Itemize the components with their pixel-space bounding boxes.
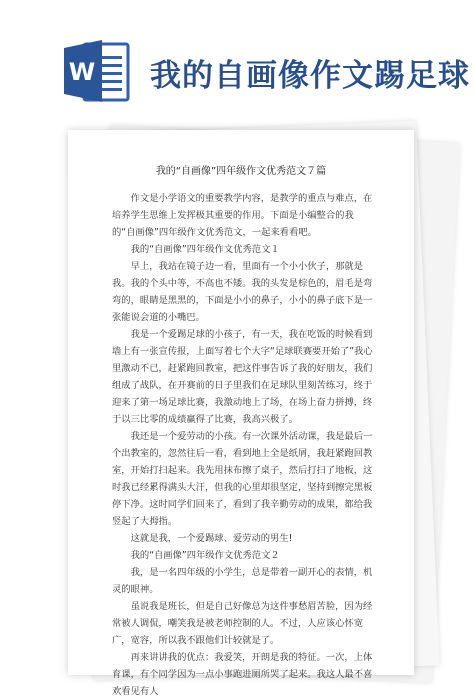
section-heading: 我的“自画像”四年级作文优秀范文２: [130, 550, 280, 561]
banner-title: 我的自画像作文踢足球: [150, 58, 470, 94]
word-app-icon: [62, 36, 132, 106]
paragraph: 作文是小学语文的重要教学内容，是教学的重点与难点，在培养学生思维上发挥极其重要的作用。下面是小编整合的我的“自画像”四年级作文优秀范文，一起来看看吧。: [112, 193, 373, 238]
paragraph: 虽说我是班长，但是自己好像总为这件事愁眉苦脸，因为经常被人调侃，嘲笑我是被老师控制的人。不过，人应该心怀宽广，宽容，所以我不跟他们计较就是了。: [112, 601, 373, 646]
paragraph: 我，是一名四年级的小学生，总是带着一副开心的表情，机灵的眼神。: [112, 567, 373, 595]
banner: [0, 0, 474, 120]
word-logo-letter: W: [68, 58, 96, 86]
document-page: [68, 130, 414, 697]
document-body: [112, 190, 374, 700]
paragraph: 我是一个爱踢足球的小孩子，有一天，我在吃饭的时候看到墙上有一张宣传报，上面写着七个大字“足球联赛要开始了”我心里激动不已，赶紧跑回教室，把这件事告诉了我的好朋友，我们组成了战队，在开赛前的日子里我们在足球队里刻苦练习，终于迎来了第一场足球比赛，我激动地上了场，在场上奋力拼搏，终于以三比零的成绩赢得了比赛，我高兴极了。: [112, 329, 373, 425]
paragraph: 再来讲讲我的优点：我爱笑，开朗是我的特征。一次，上体育课，有个同学因为一点小事跑进厕所哭了起来。我这人最不喜欢看见有人: [112, 652, 373, 697]
paragraph: 这就是我，一个爱踢球、爱劳动的男生!: [130, 533, 293, 544]
paragraph: 早上，我站在镜子边一看，里面有一个小小伙子，那就是我。我的个头中等，不高也不矮。我的头发是棕色的，眉毛是弯弯的，眼睛是黑黑的，下面是小小的鼻子，小小的鼻子底下是一张能说会道的小嘴巴。: [112, 261, 373, 323]
document-title: 我的“自画像”四年级作文优秀范文７篇: [155, 166, 327, 177]
section-heading: 我的“自画像”四年级作文优秀范文１: [130, 244, 280, 255]
paragraph: 我还是一个爱劳动的小孩。有一次课外活动课，我是最后一个出教室的，忽然往后一看，看到地上全是纸屑，我赶紧跑回教室，开始打扫起来。我先用抹布擦了桌子，然后打扫了地板，这时我已经累得满头大汗，但我的心里却很坚定，坚持到擦完黑板停下净。这时同学们回来了，看到了我辛勤劳动的成果，都给我竖起了大拇指。: [112, 431, 373, 527]
